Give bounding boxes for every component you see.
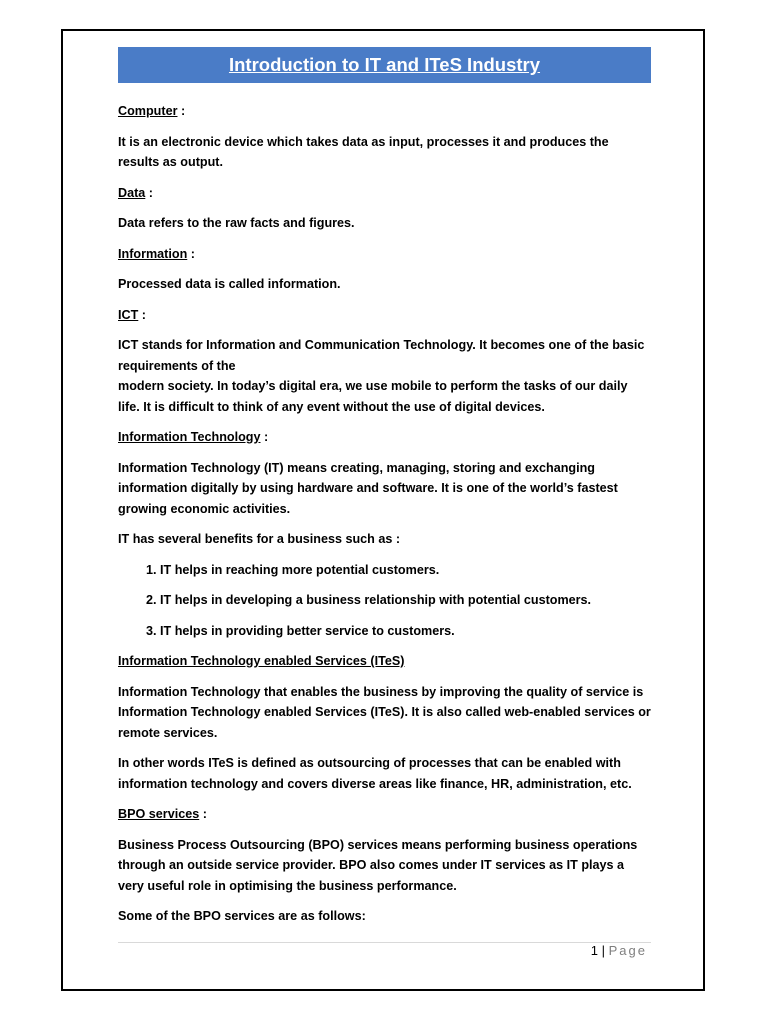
paragraph-ites-2: In other words ITeS is defined as outsourcing of processes that can be enabled with information technology and covers diverse areas like finance, HR, administration, etc.	[118, 756, 632, 791]
paragraph-ict: ICT stands for Information and Communication Technology. It becomes one of the basic requirements of the modern society. In today’s digital era, we use mobile to perform the tasks of our daily life. It is difficult to think of any event without the use of digital devices.	[118, 338, 645, 414]
list-item: 3. IT helps in providing better service to customers.	[160, 621, 651, 642]
section-heading-computer: Computer :	[118, 104, 186, 118]
list-item: 2. IT helps in developing a business relationship with potential customers.	[160, 590, 651, 611]
page-footer	[591, 943, 647, 958]
footer-divider	[118, 942, 651, 943]
section-heading-ites: Information Technology enabled Services (ITeS)	[118, 654, 405, 668]
page-label: Page	[608, 943, 647, 958]
footer-separator: |	[601, 943, 605, 958]
paragraph-data: Data refers to the raw facts and figures.	[118, 216, 355, 230]
section-heading-information: Information :	[118, 246, 195, 261]
paragraph-it: Information Technology (IT) means creating, managing, storing and exchanging information digitally by using hardware and software. It is one of the world’s fastest growing economic activities.	[118, 460, 618, 516]
page-content	[118, 47, 651, 937]
paragraph-computer: It is an electronic device which takes data as input, processes it and produces the results as output.	[118, 134, 609, 169]
paragraph-it-benefits-intro: IT has several benefits for a business such as :	[118, 532, 401, 546]
page-number: 1	[590, 943, 598, 958]
section-heading-ict: ICT :	[118, 307, 146, 322]
document-page	[61, 29, 705, 991]
paragraph-ites-1: Information Technology that enables the business by improving the quality of service is Information Technology enabled Services (ITeS). It is also called web-enabled services or remote services.	[118, 684, 651, 740]
document-body	[118, 101, 651, 927]
section-heading-data: Data :	[118, 185, 153, 200]
section-heading-it: Information Technology :	[118, 430, 269, 444]
paragraph-bpo-2: Some of the BPO services are as follows:	[118, 909, 366, 923]
list-item: 1. IT helps in reaching more potential customers.	[160, 560, 651, 581]
paragraph-information: Processed data is called information.	[118, 277, 341, 291]
title-banner	[118, 47, 651, 83]
paragraph-bpo-1: Business Process Outsourcing (BPO) services means performing business operations through an outside service provider. BPO also comes under IT services as IT plays a very useful role in optimising the business performance.	[118, 837, 638, 893]
document-title: Introduction to IT and ITeS Industry	[228, 54, 541, 75]
benefits-list	[118, 560, 651, 642]
section-heading-bpo: BPO services :	[118, 807, 207, 821]
